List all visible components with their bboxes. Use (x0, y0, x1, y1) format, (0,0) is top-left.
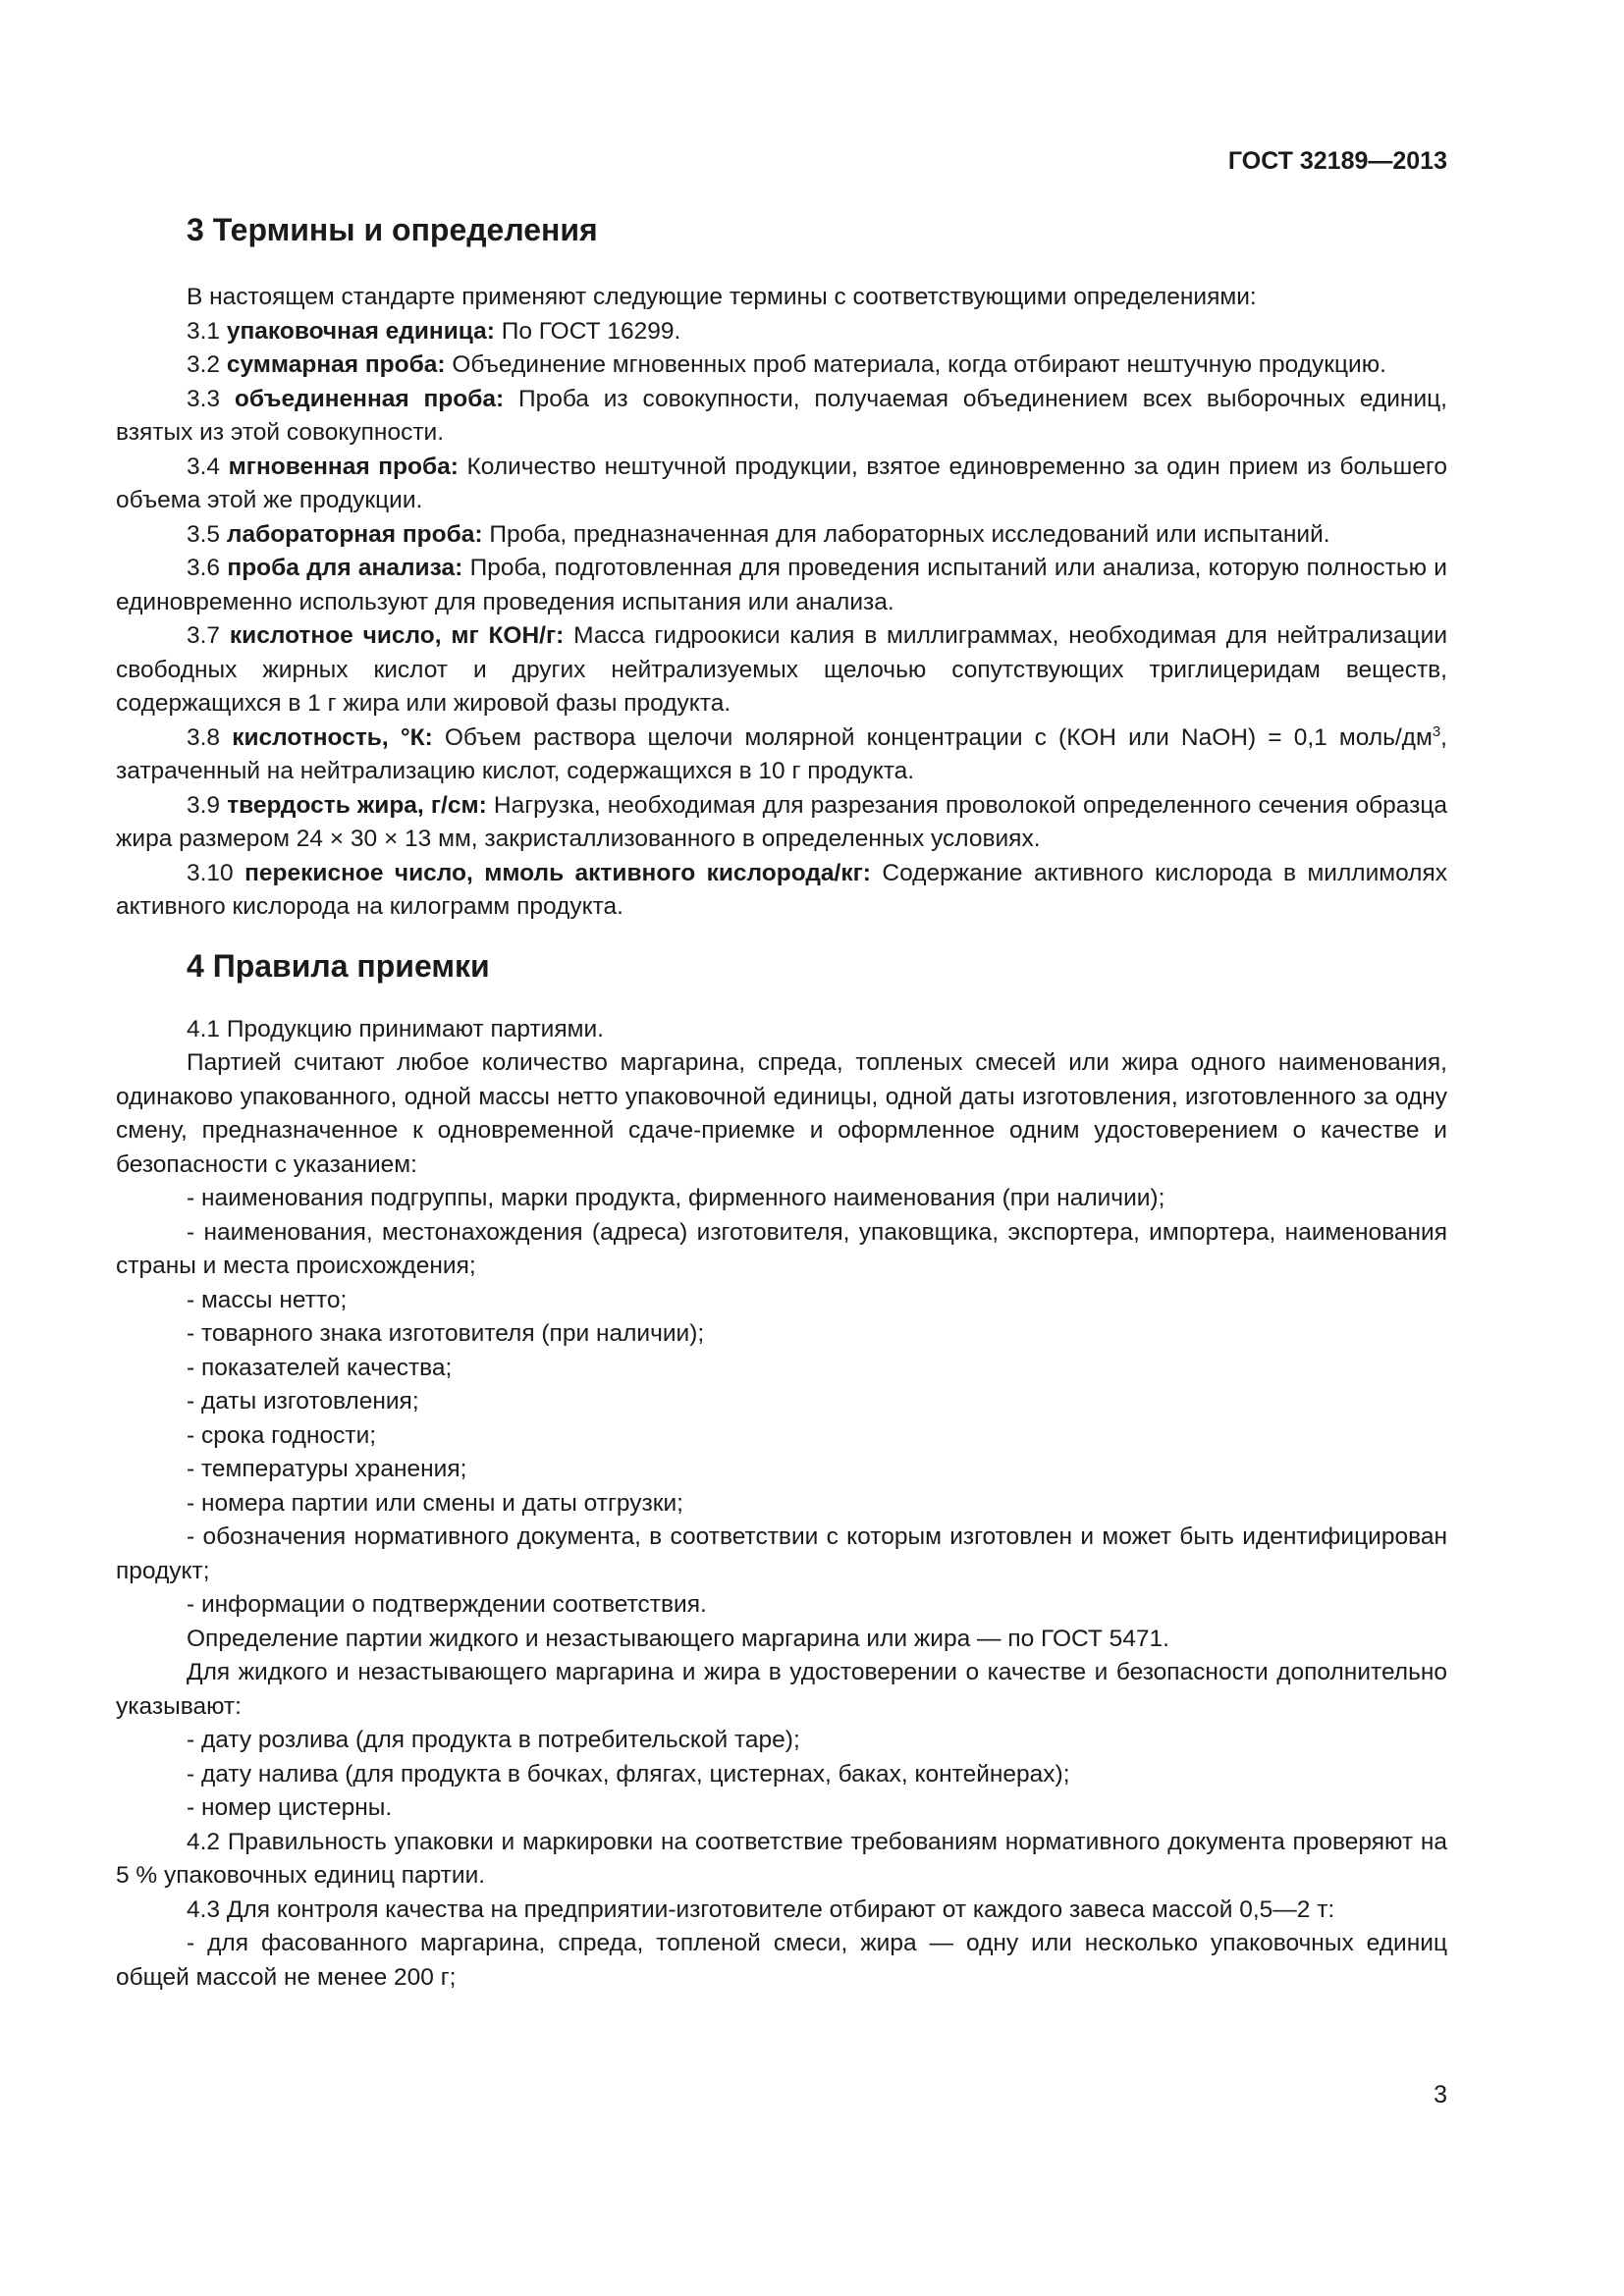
term-3-9: 3.9 твердость жира, г/см: Нагрузка, необходимая для разрезания проволокой определенного сечения образца жира размером 24 × 30 × 13 мм, закристаллизованного в определенных условиях. (116, 791, 1448, 852)
term-3-7: 3.7 кислотное число, мг КОН/г: Масса гидроокиси калия в миллиграммах, необходимая для нейтрализации свободных жирных кислот и других нейтрализуемых щелочью сопутствующих триглицеридам веществ, содержащихся в 1 г жира или жировой фазы продукта. (116, 622, 1448, 717)
list-item: - дату розлива (для продукта в потребительской таре); (187, 1727, 800, 1753)
page-content (116, 210, 1447, 1995)
term-3-6: 3.6 проба для анализа: Проба, подготовленная для проведения испытаний или анализа, которую полностью и единовременно используют для проведения испытания или анализа. (116, 555, 1447, 615)
paragraph: Для жидкого и незастывающего маргарина и жира в удостоверении о качестве и безопасности дополнительно указывают: (116, 1659, 1447, 1720)
list-item: - срока годности; (187, 1421, 377, 1449)
term-3-3: 3.3 объединенная проба: Проба из совокупности, получаемая объединением всех выборочных единиц, взятых из этой совокупности. (116, 385, 1447, 446)
paragraph: Партией считают любое количество маргарина, спреда, топленых смесей или жира одного наименования, одинаково упакованного, одной массы нетто упаковочной единицы, одной даты изготовления, изготовленного за одну смену, предназначенное к одновременной сдаче-приемке и оформленное одним удостоверением о качестве и безопасности с указанием: (116, 1049, 1447, 1178)
term-3-10: 3.10 перекисное число, ммоль активного кислорода/кг: Содержание активного кислорода в миллимолях активного кислорода на килограмм продукта. (116, 859, 1447, 920)
paragraph: 4.2 Правильность упаковки и маркировки на соответствие требованиям нормативного документа проверяют на 5 % упаковочных единиц партии. (116, 1828, 1447, 1889)
list-item: - даты изготовления; (187, 1388, 419, 1415)
term-3-8: 3.8 кислотность, °К: Объем раствора щелочи молярной концентрации с (КОН или NaOH) = 0,1 моль/$дм^3$, затраченный на нейтрализацию кислот, содержащихся в 10 г продукта. (116, 722, 1447, 784)
paragraph: 4.1 Продукцию принимают партиями. (187, 1015, 604, 1042)
list-item: - информации о подтверждении соответствия. (187, 1591, 707, 1618)
list-item: - наименования подгруппы, марки продукта, фирменного наименования (при наличии); (187, 1185, 1165, 1211)
list-item: - дату налива (для продукта в бочках, флягах, цистернах, баках, контейнерах); (187, 1760, 1070, 1788)
list-item: - номера партии или смены и даты отгрузки; (187, 1489, 683, 1517)
section-4-title: 4 Правила приемки (187, 947, 490, 984)
list-item: - показателей качества; (187, 1354, 453, 1381)
list-item: - температуры хранения; (187, 1456, 467, 1482)
list-item: - обозначения нормативного документа, в соответствии с которым изготовлен и может быть идентифицирован продукт; (116, 1523, 1447, 1584)
list-item: - массы нетто; (187, 1286, 348, 1313)
list-item: - номер цистерны. (187, 1794, 393, 1821)
document-code: ГОСТ 32189—2013 (1227, 147, 1447, 175)
list-item: - наименования, местонахождения (адреса) изготовителя, упаковщика, экспортера, импортера, наименования страны и места происхождения; (116, 1218, 1447, 1279)
section-3-intro: В настоящем стандарте применяют следующие термины с соответствующими определениями: (187, 284, 1257, 310)
list-item: - товарного знака изготовителя (при наличии); (187, 1320, 705, 1347)
paragraph: 4.3 Для контроля качества на предприятии-изготовителе отбирают от каждого завеса массой 0,5—2 т: (187, 1896, 1335, 1923)
term-3-5: 3.5 лабораторная проба: Проба, предназначенная для лабораторных исследований или испытаний. (187, 520, 1330, 548)
section-3-title: 3 Термины и определения (187, 212, 598, 247)
list-item: - для фасованного маргарина, спреда, топленой смеси, жира — одну или несколько упаковочных единиц общей массой не менее 200 г; (116, 1930, 1447, 1991)
term-3-1: 3.1 упаковочная единица: По ГОСТ 16299. (187, 317, 681, 345)
page-number: 3 (1434, 2081, 1447, 2109)
term-3-4: 3.4 мгновенная проба: Количество нештучной продукции, взятое единовременно за один прием из большего объема этой же продукции. (116, 453, 1447, 513)
paragraph: Определение партии жидкого и незастывающего маргарина или жира — по ГОСТ 5471. (187, 1625, 1169, 1652)
term-3-2: 3.2 суммарная проба: Объединение мгновенных проб материала, когда отбирают нештучную продукцию. (187, 351, 1386, 378)
